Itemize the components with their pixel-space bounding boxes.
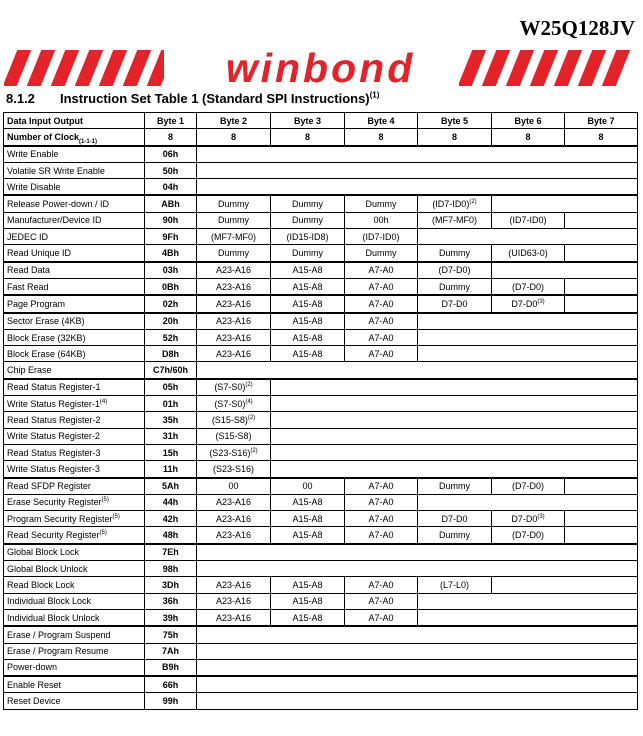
instruction-code: B9h — [145, 659, 197, 676]
byte-cell: $(ID7-ID0)^{(2)}$ — [418, 195, 492, 212]
table-row — [4, 511, 638, 527]
instruction-name: Volatile SR Write Enable — [4, 162, 145, 178]
byte-cell: A23-A16 — [197, 313, 271, 330]
byte-cell: A15-A8 — [271, 346, 345, 362]
table-row — [4, 146, 638, 163]
byte-cell: A23-A16 — [197, 329, 271, 345]
empty-cell — [197, 561, 638, 577]
empty-cell — [418, 346, 638, 362]
byte-cell: A7-A0 — [345, 577, 418, 593]
empty-cell — [565, 295, 638, 312]
empty-cell — [492, 262, 638, 279]
byte-cell: A7-A0 — [345, 494, 418, 510]
byte-cell: A15-A8 — [271, 295, 345, 312]
empty-cell — [271, 461, 638, 478]
instruction-code: 44h — [145, 494, 197, 510]
empty-cell — [492, 577, 638, 593]
instruction-name: Global Block Unlock — [4, 561, 145, 577]
byte-cell: A15-A8 — [271, 329, 345, 345]
byte-cell: D7-D0$^{(3)}$ — [492, 511, 565, 527]
table-row — [4, 195, 638, 212]
instruction-name: Global Block Lock — [4, 544, 145, 561]
empty-cell — [197, 146, 638, 163]
empty-cell — [197, 676, 638, 693]
byte-cell: Dummy — [345, 245, 418, 262]
table-row — [4, 313, 638, 330]
byte-cell: A15-A8 — [271, 609, 345, 626]
instruction-code: 7Ah — [145, 643, 197, 659]
instruction-code: 3Dh — [145, 577, 197, 593]
clock-count-value: 8 — [271, 129, 345, 146]
empty-cell — [271, 428, 638, 444]
instruction-code: 03h — [145, 262, 197, 279]
byte-cell: D7-D0 — [418, 511, 492, 527]
instruction-name: Write Disable — [4, 179, 145, 196]
byte-cell: A23-A16 — [197, 527, 271, 544]
instruction-name: Block Erase (32KB) — [4, 329, 145, 345]
instruction-code: 06h — [145, 146, 197, 163]
table-row — [4, 329, 638, 345]
byte-cell: A15-A8 — [271, 527, 345, 544]
empty-cell — [197, 626, 638, 643]
empty-cell — [271, 444, 638, 460]
byte-cell: (D7-D0) — [492, 478, 565, 495]
instruction-code: 35h — [145, 412, 197, 428]
table-row — [4, 494, 638, 510]
byte-cell: A23-A16 — [197, 577, 271, 593]
instruction-code: 04h — [145, 179, 197, 196]
table-row — [4, 245, 638, 262]
byte-cell: Dummy — [197, 195, 271, 212]
instruction-name: Individual Block Lock — [4, 593, 145, 609]
byte-cell: A7-A0 — [345, 313, 418, 330]
instruction-code: 02h — [145, 295, 197, 312]
logo-wordmark: winbond — [225, 45, 416, 91]
empty-cell — [197, 693, 638, 709]
instruction-name: Manufacturer/Device ID — [4, 212, 145, 228]
byte-cell: A7-A0 — [345, 295, 418, 312]
byte-cell: Dummy — [418, 245, 492, 262]
byte-cell: Dummy — [345, 195, 418, 212]
byte-cell: Dummy — [418, 527, 492, 544]
byte-cell: A7-A0 — [345, 527, 418, 544]
instruction-name: Read Data — [4, 262, 145, 279]
column-header: Byte 6 — [492, 113, 565, 129]
clock-count-label: Number of Clock$_{(1-1-1)}$ — [4, 129, 145, 146]
part-number: W25Q128JV — [519, 16, 635, 40]
byte-cell: (MF7-MF0) — [197, 229, 271, 245]
instruction-name: Page Program — [4, 295, 145, 312]
byte-cell: (D7-D0) — [418, 262, 492, 279]
table-row — [4, 212, 638, 228]
instruction-code: 98h — [145, 561, 197, 577]
byte-cell: $(S23-S16)^{(2)}$ — [197, 444, 271, 460]
byte-cell: A7-A0 — [345, 478, 418, 495]
instruction-code: 01h — [145, 396, 197, 412]
instruction-code: 50h — [145, 162, 197, 178]
instruction-name: Chip Erase — [4, 362, 145, 379]
instruction-name: Read SFDP Register — [4, 478, 145, 495]
empty-cell — [197, 362, 638, 379]
byte-cell: 00 — [271, 478, 345, 495]
column-header: Byte 2 — [197, 113, 271, 129]
instruction-name: Release Power-down / ID — [4, 195, 145, 212]
clock-count-value: 8 — [418, 129, 492, 146]
empty-cell — [197, 544, 638, 561]
byte-cell: A23-A16 — [197, 593, 271, 609]
instruction-code: 66h — [145, 676, 197, 693]
byte-cell: A7-A0 — [345, 593, 418, 609]
column-header: Byte 7 — [565, 113, 638, 129]
byte-cell: A15-A8 — [271, 593, 345, 609]
byte-cell: 00 — [197, 478, 271, 495]
empty-cell — [271, 396, 638, 412]
instruction-name: Read Status Register-1 — [4, 379, 145, 396]
byte-cell: A23-A16 — [197, 295, 271, 312]
byte-cell: D7-D0 — [418, 295, 492, 312]
instruction-code: D8h — [145, 346, 197, 362]
byte-cell: A23-A16 — [197, 262, 271, 279]
instruction-name: Read Block Lock — [4, 577, 145, 593]
empty-cell — [271, 379, 638, 396]
empty-cell — [565, 478, 638, 495]
column-header: Byte 1 — [145, 113, 197, 129]
column-header: Byte 3 — [271, 113, 345, 129]
byte-cell: (MF7-MF0) — [418, 212, 492, 228]
instruction-name: Write Status Register-3 — [4, 461, 145, 478]
byte-cell: A15-A8 — [271, 577, 345, 593]
byte-cell: (L7-L0) — [418, 577, 492, 593]
empty-cell — [418, 593, 638, 609]
instruction-code: 5Ah — [145, 478, 197, 495]
byte-cell: Dummy — [418, 278, 492, 295]
table-row — [4, 362, 638, 379]
instruction-code: 7Eh — [145, 544, 197, 561]
table-row — [4, 593, 638, 609]
table-row — [4, 527, 638, 544]
table-row — [4, 577, 638, 593]
instruction-code: 31h — [145, 428, 197, 444]
instruction-code: 11h — [145, 461, 197, 478]
byte-cell: Dummy — [271, 245, 345, 262]
byte-cell: D7-D0$^{(3)}$ — [492, 295, 565, 312]
instruction-name: Fast Read — [4, 278, 145, 295]
instruction-name: Program Security Register$^{(5)}$ — [4, 511, 145, 527]
instruction-code: 99h — [145, 693, 197, 709]
table-row — [4, 428, 638, 444]
instruction-code: 05h — [145, 379, 197, 396]
table-row — [4, 229, 638, 245]
instruction-name: Power-down — [4, 659, 145, 676]
byte-cell: (ID15-ID8) — [271, 229, 345, 245]
byte-cell: A15-A8 — [271, 262, 345, 279]
byte-cell: Dummy — [197, 212, 271, 228]
section-number: 8.1.2 — [6, 91, 35, 106]
byte-cell: A23-A16 — [197, 278, 271, 295]
byte-cell: (S23-S16) — [197, 461, 271, 478]
byte-cell: (D7-D0) — [492, 278, 565, 295]
byte-cell: A7-A0 — [345, 609, 418, 626]
empty-cell — [418, 313, 638, 330]
instruction-name: Individual Block Unlock — [4, 609, 145, 626]
byte-cell: $(S7-S0)^{(2)}$ — [197, 379, 271, 396]
empty-cell — [418, 329, 638, 345]
byte-cell: (UID63-0) — [492, 245, 565, 262]
byte-cell: A23-A16 — [197, 511, 271, 527]
instruction-name: Erase / Program Suspend — [4, 626, 145, 643]
empty-cell — [418, 609, 638, 626]
instruction-code: 90h — [145, 212, 197, 228]
table-row — [4, 659, 638, 676]
table-row — [4, 676, 638, 693]
section-heading — [6, 91, 379, 106]
empty-cell — [565, 527, 638, 544]
table-row — [4, 544, 638, 561]
instruction-code: 42h — [145, 511, 197, 527]
table-row — [4, 609, 638, 626]
instruction-name: Read Status Register-2 — [4, 412, 145, 428]
section-title: Instruction Set Table 1 (Standard SPI Instructions) — [60, 91, 370, 106]
table-row — [4, 262, 638, 279]
table-row — [4, 278, 638, 295]
byte-cell: A7-A0 — [345, 346, 418, 362]
column-header: Byte 5 — [418, 113, 492, 129]
byte-cell: (ID7-ID0) — [345, 229, 418, 245]
table-row — [4, 346, 638, 362]
section-footnote: (1) — [369, 90, 380, 100]
column-header: Byte 4 — [345, 113, 418, 129]
clock-count-value: 8 — [345, 129, 418, 146]
instruction-name: Write Enable — [4, 146, 145, 163]
clock-count-value: 8 — [565, 129, 638, 146]
instruction-code: 52h — [145, 329, 197, 345]
byte-cell: Dummy — [197, 245, 271, 262]
table-row — [4, 295, 638, 312]
instruction-code: 75h — [145, 626, 197, 643]
instruction-code: 48h — [145, 527, 197, 544]
empty-cell — [418, 494, 638, 510]
table-row — [4, 561, 638, 577]
byte-cell: A23-A16 — [197, 494, 271, 510]
byte-cell: A7-A0 — [345, 262, 418, 279]
table-row — [4, 693, 638, 709]
empty-cell — [565, 245, 638, 262]
clock-count-value: 8 — [197, 129, 271, 146]
byte-cell: Dummy — [271, 195, 345, 212]
byte-cell: $(S7-S0)^{(4)}$ — [197, 396, 271, 412]
column-header: Data Input Output — [4, 113, 145, 129]
instruction-code: 15h — [145, 444, 197, 460]
instruction-name: JEDEC ID — [4, 229, 145, 245]
empty-cell — [418, 229, 638, 245]
instruction-name: Enable Reset — [4, 676, 145, 693]
instruction-name: Read Unique ID — [4, 245, 145, 262]
instruction-name: Reset Device — [4, 693, 145, 709]
byte-cell: A7-A0 — [345, 278, 418, 295]
instruction-code: 0Bh — [145, 278, 197, 295]
clock-count-value: 8 — [145, 129, 197, 146]
byte-cell: (ID7-ID0) — [492, 212, 565, 228]
empty-cell — [565, 212, 638, 228]
instruction-code: 20h — [145, 313, 197, 330]
table-row — [4, 396, 638, 412]
table-row — [4, 461, 638, 478]
empty-cell — [197, 643, 638, 659]
instruction-name: Block Erase (64KB) — [4, 346, 145, 362]
table-header-row — [4, 113, 638, 129]
instruction-name: Read Status Register-3 — [4, 444, 145, 460]
byte-cell: A15-A8 — [271, 278, 345, 295]
byte-cell: A15-A8 — [271, 494, 345, 510]
table-row — [4, 412, 638, 428]
instruction-code: C7h/60h — [145, 362, 197, 379]
winbond-logo — [4, 45, 637, 91]
byte-cell: A7-A0 — [345, 329, 418, 345]
byte-cell: 00h — [345, 212, 418, 228]
instruction-code: 39h — [145, 609, 197, 626]
instruction-table — [3, 112, 638, 710]
table-row — [4, 379, 638, 396]
byte-cell: $(S15-S8)^{(2)}$ — [197, 412, 271, 428]
empty-cell — [197, 162, 638, 178]
clock-count-value: 8 — [492, 129, 565, 146]
instruction-name: Read Security Register$^{(5)}$ — [4, 527, 145, 544]
byte-cell: A15-A8 — [271, 511, 345, 527]
byte-cell: A23-A16 — [197, 609, 271, 626]
instruction-code: 4Bh — [145, 245, 197, 262]
instruction-code: ABh — [145, 195, 197, 212]
empty-cell — [271, 412, 638, 428]
byte-cell: Dummy — [271, 212, 345, 228]
empty-cell — [565, 511, 638, 527]
instruction-name: Erase / Program Resume — [4, 643, 145, 659]
clock-count-row — [4, 129, 638, 146]
byte-cell: A7-A0 — [345, 511, 418, 527]
byte-cell: (S15-S8) — [197, 428, 271, 444]
table-row — [4, 162, 638, 178]
byte-cell: (D7-D0) — [492, 527, 565, 544]
table-row — [4, 478, 638, 495]
table-row — [4, 626, 638, 643]
empty-cell — [197, 659, 638, 676]
empty-cell — [492, 195, 638, 212]
byte-cell: Dummy — [418, 478, 492, 495]
table-row — [4, 179, 638, 196]
table-row — [4, 643, 638, 659]
empty-cell — [565, 278, 638, 295]
instruction-code: 36h — [145, 593, 197, 609]
instruction-name: Erase Security Register$^{(5)}$ — [4, 494, 145, 510]
instruction-name: Write Status Register-1$^{(4)}$ — [4, 396, 145, 412]
instruction-code: 9Fh — [145, 229, 197, 245]
byte-cell: A15-A8 — [271, 313, 345, 330]
instruction-name: Write Status Register-2 — [4, 428, 145, 444]
instruction-name: Sector Erase (4KB) — [4, 313, 145, 330]
empty-cell — [197, 179, 638, 196]
byte-cell: A23-A16 — [197, 346, 271, 362]
table-row — [4, 444, 638, 460]
